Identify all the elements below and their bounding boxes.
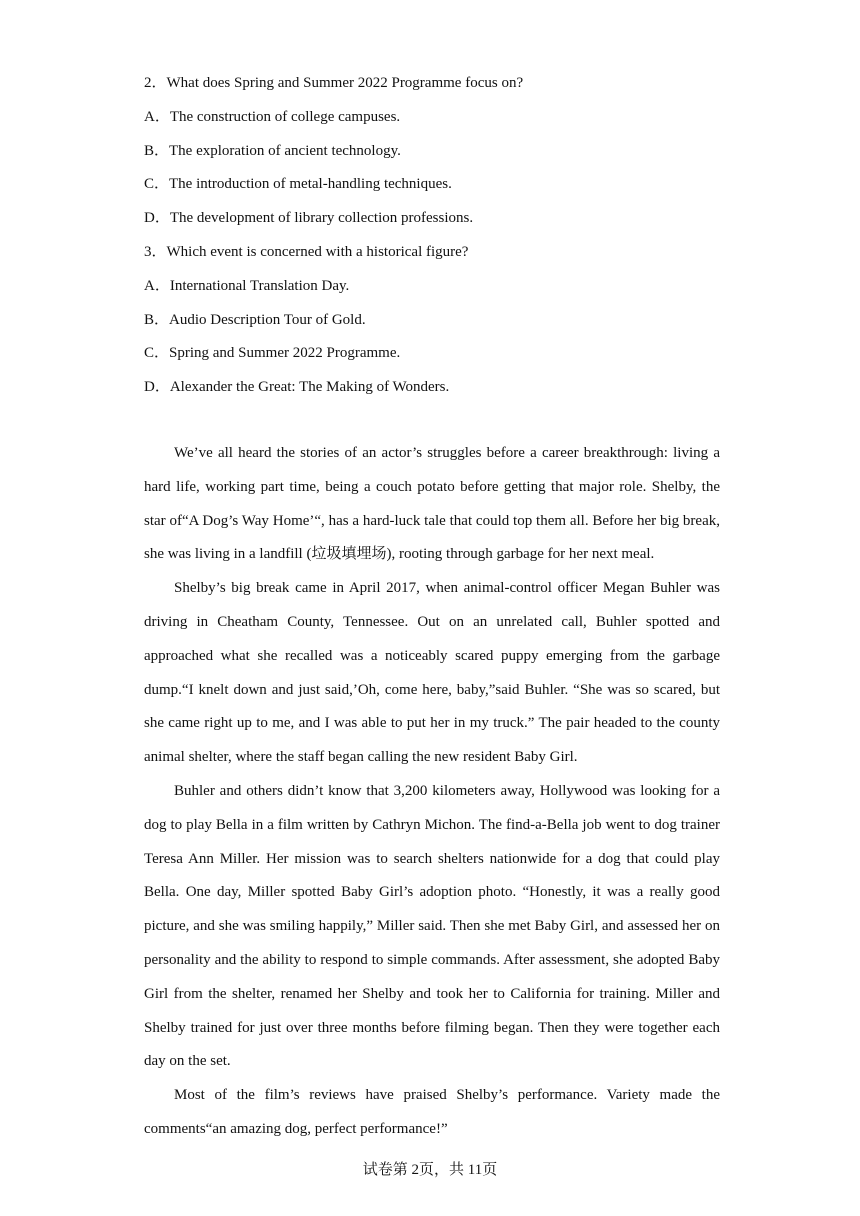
- passage-paragraph-4: Most of the film’s reviews have praised Shelby’s performance. Variety made the comments“an amazing dog, perfect performance!”: [144, 1087, 720, 1137]
- question-3-option-d: D．Alexander the Great: The Making of Wonders.: [144, 379, 450, 395]
- question-2-option-c: C．The introduction of metal-handling techniques.: [144, 176, 452, 192]
- question-2-option-d: D．The development of library collection professions.: [144, 210, 474, 226]
- question-3-option-b: B．Audio Description Tour of Gold.: [144, 312, 366, 328]
- passage-paragraph-3: Buhler and others didn’t know that 3,200 kilometers away, Hollywood was looking for a dog to play Bella in a film written by Cathryn Michon. The find-a-Bella job went to dog trainer Teresa Ann Miller. Her mission was to search shelters nationwide for a dog that could play Bella. One day, Miller spotted Baby Girl’s adoption photo. “Honestly, it was a really good picture, and she was smiling happily,” Miller said. Then she met Baby Girl, and assessed her on personality and the ability to respond to simple commands. After assessment, she adopted Baby Girl from the shelter, renamed her Shelby and took her to California for training. Miller and Shelby trained for just over three months before filming began. Then they were together each day on the set.: [144, 782, 720, 1070]
- question-2-option-b: B．The exploration of ancient technology.: [144, 143, 401, 159]
- passage-paragraph-2: Shelby’s big break came in April 2017, when animal-control officer Megan Buhler was driving in Cheatham County, Tennessee. Out on an unrelated call, Buhler spotted and approached what she recalled was a noticeably scared puppy emerging from the garbage dump.“I knelt down and just said,’Oh, come here, baby,”said Buhler. “She was so scared, but she came right up to me, and I was able to put her in my truck.” The pair headed to the county animal shelter, where the staff began calling the new resident Baby Girl.: [144, 580, 720, 766]
- passage-paragraph-1: We’ve all heard the stories of an actor’s struggles before a career breakthrough: living a hard life, working part time, being a couch potato before getting that major role. Shelby, the star of“A Dog’s Way Home’“, has a hard-luck tale that could top them all. Before her big break, she was living in a landfill (垃圾填埋场), rooting through garbage for her next meal.: [144, 445, 720, 563]
- question-3-option-c: C．Spring and Summer 2022 Programme.: [144, 345, 401, 361]
- question-2-stem: 2．What does Spring and Summer 2022 Programme focus on?: [144, 75, 524, 91]
- question-3-option-a: A．International Translation Day.: [144, 278, 350, 294]
- reading-passage: [144, 437, 720, 1147]
- page-footer: 试卷第 2页，共 11页: [362, 1162, 498, 1178]
- question-3-stem: 3．Which event is concerned with a historical figure?: [144, 244, 469, 260]
- question-2-option-a: A．The construction of college campuses.: [144, 109, 401, 125]
